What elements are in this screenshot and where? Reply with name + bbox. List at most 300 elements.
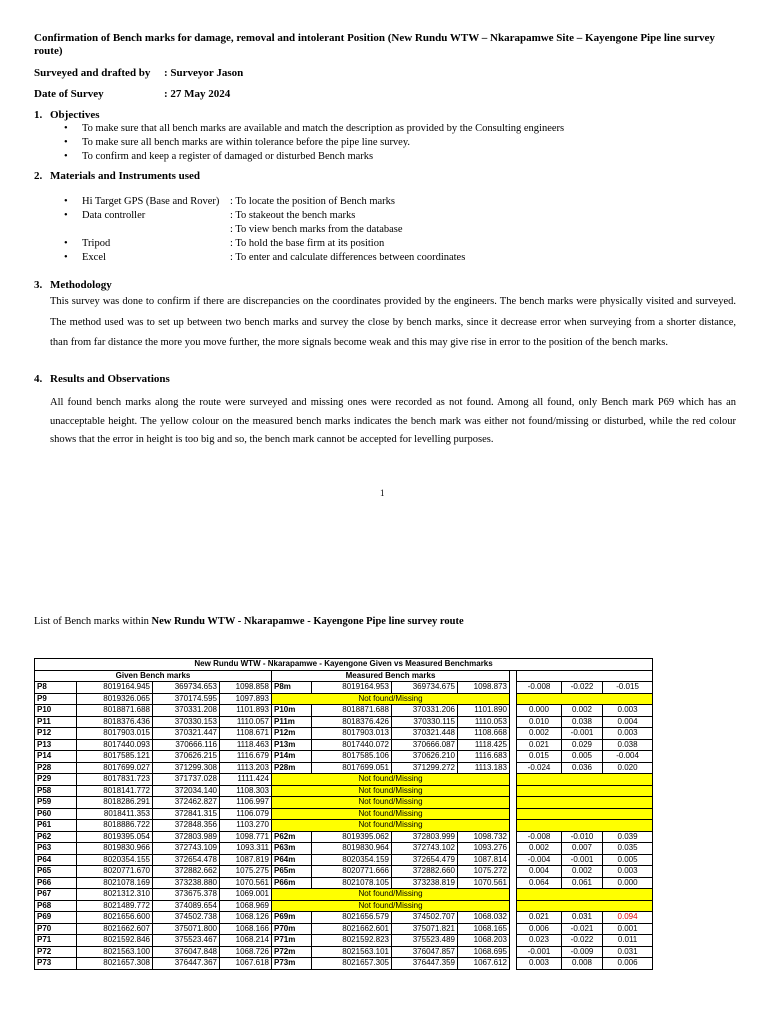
measured-id-cell: P13m [272,739,312,751]
given-x-cell: 373675.378 [153,889,220,901]
difference-cell [517,797,653,809]
diff-z-cell: 0.011 [603,935,653,947]
given-z-cell: 1108.671 [220,728,272,740]
given-z-cell: 1106.079 [220,808,272,820]
table-row [35,854,653,866]
given-y-cell: 8021563.100 [77,946,153,958]
diff-x-cell: 0.008 [562,958,603,970]
survey-date-label: Date of Survey [34,88,104,100]
missing-status-cell: Not found/Missing [272,820,510,832]
bullet-icon: • [64,123,68,134]
measured-id-cell: P12m [272,728,312,740]
spacer-cell [510,866,517,878]
given-x-cell: 370321.447 [153,728,220,740]
diff-z-cell: 0.003 [603,705,653,717]
list-item: • To confirm and keep a register of damaged or disturbed Bench marks [64,151,374,162]
measured-x-cell: 374502.707 [392,912,458,924]
measured-y-cell: 8017440.072 [312,739,392,751]
difference-cell [517,820,653,832]
measured-x-cell: 369734.675 [392,682,458,694]
given-id-cell: P62 [35,831,77,843]
missing-status-cell: Not found/Missing [272,808,510,820]
diff-x-cell: -0.021 [562,923,603,935]
measured-z-cell: 1108.668 [458,728,510,740]
given-z-cell: 1069.001 [220,889,272,901]
given-z-cell: 1116.679 [220,751,272,763]
table-row [35,797,653,809]
diff-y-cell: 0.015 [517,751,562,763]
table-row [35,820,653,832]
given-id-cell: P71 [35,935,77,947]
measured-y-cell: 8021078.105 [312,877,392,889]
table-row [35,774,653,786]
difference-cell [517,693,653,705]
diff-x-cell: -0.001 [562,854,603,866]
given-id-cell: P73 [35,958,77,970]
table-row [35,866,653,878]
spacer-cell [510,843,517,855]
table-row [35,751,653,763]
given-z-cell: 1111.424 [220,774,272,786]
spacer-cell [510,797,517,809]
diff-y-cell: 0.002 [517,843,562,855]
given-y-cell: 8021312.310 [77,889,153,901]
table-row [35,831,653,843]
section-number: 4. [34,373,43,385]
given-x-cell: 376047.848 [153,946,220,958]
given-id-cell: P65 [35,866,77,878]
missing-status-cell: Not found/Missing [272,889,510,901]
table-group-header-row [35,670,653,682]
given-y-cell: 8019326.065 [77,693,153,705]
objectives-list [64,122,564,164]
given-z-cell: 1087.819 [220,854,272,866]
measured-x-cell: 375071.821 [392,923,458,935]
given-id-cell: P12 [35,728,77,740]
diff-y-cell: 0.021 [517,912,562,924]
given-id-cell: P63 [35,843,77,855]
diff-y-cell: -0.004 [517,854,562,866]
given-z-cell: 1068.969 [220,900,272,912]
given-id-cell: P69 [35,912,77,924]
given-x-cell: 370330.153 [153,716,220,728]
given-y-cell: 8021657.308 [77,958,153,970]
given-id-cell: P60 [35,808,77,820]
given-x-cell: 372848.356 [153,820,220,832]
given-y-cell: 8017440.093 [77,739,153,751]
measured-x-cell: 371299.272 [392,762,458,774]
given-id-cell: P13 [35,739,77,751]
diff-z-cell: -0.015 [603,682,653,694]
section-number: 1. [34,109,43,121]
spacer-cell [510,705,517,717]
given-y-cell: 8021078.169 [77,877,153,889]
measured-y-cell: 8020771.666 [312,866,392,878]
measured-y-cell: 8018871.688 [312,705,392,717]
measured-x-cell: 376047.857 [392,946,458,958]
given-y-cell: 8021592.846 [77,935,153,947]
diff-z-cell: 0.094 [603,912,653,924]
section-results-heading [34,373,170,385]
table-row [35,912,653,924]
given-x-cell: 371299.308 [153,762,220,774]
given-id-cell: P10 [35,705,77,717]
measured-id-cell: P64m [272,854,312,866]
diff-z-cell: 0.038 [603,739,653,751]
diff-x-cell: 0.002 [562,705,603,717]
measured-z-cell: 1068.032 [458,912,510,924]
given-z-cell: 1106.997 [220,797,272,809]
given-z-cell: 1068.126 [220,912,272,924]
given-y-cell: 8021489.772 [77,900,153,912]
given-x-cell: 370331.208 [153,705,220,717]
diff-x-cell: 0.036 [562,762,603,774]
spacer-cell [510,912,517,924]
diff-z-cell: 0.003 [603,728,653,740]
diff-x-cell: 0.038 [562,716,603,728]
measured-z-cell: 1113.183 [458,762,510,774]
diff-y-cell: -0.024 [517,762,562,774]
measured-id-cell: P70m [272,923,312,935]
measured-id-cell: P73m [272,958,312,970]
measured-z-cell: 1070.561 [458,877,510,889]
given-y-cell: 8018141.772 [77,785,153,797]
given-z-cell: 1097.893 [220,693,272,705]
section-title: Methodology [50,279,112,291]
table-caption: List of Bench marks within New Rundu WTW - Nkarapamwe - Kayengone Pipe line survey route [34,616,464,627]
diff-x-cell: -0.022 [562,935,603,947]
given-id-cell: P68 [35,900,77,912]
given-z-cell: 1118.463 [220,739,272,751]
spacer-cell [510,831,517,843]
given-x-cell: 370626.215 [153,751,220,763]
given-id-cell: P64 [35,854,77,866]
bullet-icon: • [64,151,68,162]
measured-x-cell: 370331.206 [392,705,458,717]
given-id-cell: P9 [35,693,77,705]
diff-y-cell: 0.023 [517,935,562,947]
measured-y-cell: 8017699.051 [312,762,392,774]
measured-id-cell: P10m [272,705,312,717]
spacer-cell [510,728,517,740]
given-y-cell: 8020771.670 [77,866,153,878]
spacer-cell [510,923,517,935]
table-title: New Rundu WTW - Nkarapamwe - Kayengone Given vs Measured Benchmarks [35,659,653,671]
table-row [35,935,653,947]
given-z-cell: 1070.561 [220,877,272,889]
given-id-cell: P72 [35,946,77,958]
measured-y-cell: 8017903.013 [312,728,392,740]
diff-x-cell: 0.005 [562,751,603,763]
given-z-cell: 1068.726 [220,946,272,958]
section-methodology-heading [34,279,112,291]
results-paragraph: All found bench marks along the route were surveyed and missing ones were recorded as not found. Among all found, only Bench mark P69 which has an unacceptable height. The yellow colour on the measured bench marks indicates the bench mark was either not found/missing or disturbed, while the red colour shows that the error in height is too big and so, the bench mark cannot be accepted for levelling purposes. [50,397,736,445]
measured-x-cell: 372654.479 [392,854,458,866]
given-x-cell: 375523.467 [153,935,220,947]
difference-cell [517,774,653,786]
given-z-cell: 1108.303 [220,785,272,797]
spacer-cell [510,854,517,866]
given-y-cell: 8018886.722 [77,820,153,832]
diff-z-cell: 0.031 [603,946,653,958]
given-z-cell: 1113.203 [220,762,272,774]
spacer-cell [510,751,517,763]
section-title: Results and Observations [50,373,170,385]
missing-status-cell: Not found/Missing [272,785,510,797]
table-title-row [35,659,653,671]
missing-status-cell: Not found/Missing [272,900,510,912]
given-id-cell: P14 [35,751,77,763]
section-title: Objectives [50,109,100,121]
diff-z-cell: 0.006 [603,958,653,970]
list-item: • To make sure all bench marks are within tolerance before the pipe line survey. [64,137,411,148]
spacer-cell [510,785,517,797]
section-objectives-heading [34,109,99,121]
diff-z-cell: 0.020 [603,762,653,774]
given-id-cell: P66 [35,877,77,889]
given-y-cell: 8017699.027 [77,762,153,774]
table-row [35,728,653,740]
given-z-cell: 1098.771 [220,831,272,843]
table-row [35,877,653,889]
given-x-cell: 374089.654 [153,900,220,912]
diff-z-cell: 0.005 [603,854,653,866]
measured-z-cell: 1098.732 [458,831,510,843]
measured-x-cell: 372743.102 [392,843,458,855]
diff-x-cell: 0.029 [562,739,603,751]
measured-id-cell: P69m [272,912,312,924]
measured-id-cell: P72m [272,946,312,958]
document-page: Confirmation of Bench marks for damage, removal and intolerant Position (New Rundu WTW – Nkarapamwe Site – Kayengone Pipe line survey route) Surveyed and drafted by : Surveyor Jason Date of Survey : 27 May 2024 1. Objectives • To make sure that all bench marks are available and match the description as provided by the Consulting engineers • To make sure all bench marks are within tolerance before the pipe line survey. • To confirm and keep a register of damaged or disturbed Bench marks 2. Materials and Instruments used • Hi Target GPS (Base and Rover) : To locate the position of Bench marks • Data controller : To stakeout the bench marks : To view bench marks from the database • Tripod : To hold the base firm at its position • Excel : To enter and calculate differences between coordinates 3. Methodology This survey was done to confirm if there are discrepancies on the coordinates provided by the engineers. The bench marks were physically visited and surveyed. The method used was to set up between two bench marks and survey the close by bench marks, since it decrease error when surveying from a shorter distance, than from far distance the more you move further, the more signals become weak and this may give rise in error to the position of the bench marks. 4. Results and Observations All found bench marks along the route were surveyed and missing ones were recorded as not found. Among all found, only Bench mark P69 which has an unacceptable height. The yellow colour on the measured bench marks indicates the bench mark was either not found/missing or disturbed, while the red colour shows that the error in height is too big and so, the bench mark cannot be accepted for levelling purposes. 1 List of Bench marks within New Rundu WTW - Nkarapamwe - Kayengone Pipe line survey route New Rundu WTW - Nkarapamwe - Kayengone Given vs Measured Benchmarks Given Bench marks Measured Bench marks P8 8019164.945 369734.653 1098.858 P8m 8019164.953 369734.675 1098.873 -0.008 -0.022 -0.015 P9 8019326.065 370174.595 1097.893 Not found/Missing P10 8018871.688 370331.208 1101.893 P10m 8018871.688 370331.206 1101.890 0.000 0.002 0.003 P11 8018376.436 370330.153 1110.057 P11m 8018376.426 370330.115 1110.053 0.010 0.038 0.004 P12 8017903.015 370321.447 1108.671 P12m 8017903.013 370321.448 1108.668 0.002 -0.001 0.003 P13 8017440.093 370666.116 1118.463 P13m 8017440.072 370666.087 1118.425 0.021 0.029 0.038 P14 8017585.121 370626.215 1116.679 P14m 8017585.106 370626.210 1116.683 0.015 0.005 -0.004 P28 8017699.027 371299.308 1113.203 P28m 8017699.051 371299.272 1113.183 -0.024 0.036 0.020 P29 8017831.723 371737.028 1111.424 Not found/Missing P58 8018141.772 372034.140 1108.303 Not found/Missing P59 8018286.291 372462.827 1106.997 Not found/Missing P60 8018411.353 372841.315 1106.079 Not found/Missing P61 8018886.722 372848.356 1103.270 Not found/Missing P62 8019395.054 372803.989 1098.771 P62m 8019395.062 372803.999 1098.732 -0.008 -0.010 0.039 P63 8019830.966 372743.109 1093.311 P63m 8019830.964 372743.102 1093.276 0.002 0.007 0.035 P64 8020354.155 372654.478 1087.819 P64m 8020354.159 372654.479 1087.814 -0.004 -0.001 0.005 P65 8020771.670 372882.662 1075.275 P65m 8020771.666 372882.660 1075.272 0.004 0.002 0.003 P66 8021078.169 373238.880 1070.561 P66m 8021078.105 373238.819 1070.561 0.064 0.061 0.000 P67 8021312.310 373675.378 1069.001 Not found/Missing P68 8021489.772 374089.654 1068.969 Not found/Missing P69 8021656.600 374502.738 1068.126 P69m 8021656.579 374502.707 1068.032 0.021 0.031 0.094 P70 8021662.607 375071.800 1068.166 P70m 8021662.601 375071.821 1068.165 0.006 -0.021 0.001 P71 8021592.846 375523.467 1068.214 P71m 8021592.823 375523.489 1068.203 0.023 -0.022 0.011 P72 8021563.100 376047.848 1068.726 P72m 8021563.101 376047.857 1068.695 -0.001 -0.009 0.031 P73 8021657.308 376447.367 1067.618 P73m 8021657.305 376447.359 1067.612 0.003 0.008 0.006 [0,0,768,1024]
diff-y-cell: 0.021 [517,739,562,751]
measured-y-cell: 8021657.305 [312,958,392,970]
measured-z-cell: 1098.873 [458,682,510,694]
diff-y-cell: -0.001 [517,946,562,958]
measured-x-cell: 370321.448 [392,728,458,740]
measured-x-cell: 370666.087 [392,739,458,751]
section-materials-heading [34,170,200,182]
given-y-cell: 8017831.723 [77,774,153,786]
measured-header: Measured Bench marks [272,670,510,682]
measured-id-cell: P71m [272,935,312,947]
page-number: 1 [380,488,385,498]
given-id-cell: P67 [35,889,77,901]
given-z-cell: 1067.618 [220,958,272,970]
measured-id-cell: P66m [272,877,312,889]
diff-y-cell: 0.064 [517,877,562,889]
given-z-cell: 1101.893 [220,705,272,717]
given-y-cell: 8017903.015 [77,728,153,740]
given-id-cell: P29 [35,774,77,786]
spacer-cell [510,716,517,728]
diff-z-cell: 0.000 [603,877,653,889]
diff-y-cell: 0.010 [517,716,562,728]
given-z-cell: 1103.270 [220,820,272,832]
measured-z-cell: 1118.425 [458,739,510,751]
measured-y-cell: 8019164.953 [312,682,392,694]
spacer-cell [510,820,517,832]
diff-x-cell: 0.031 [562,912,603,924]
section-title: Materials and Instruments used [50,170,201,182]
measured-y-cell: 8021656.579 [312,912,392,924]
diff-y-cell: -0.008 [517,682,562,694]
table-row [35,716,653,728]
diff-z-cell: 0.039 [603,831,653,843]
given-y-cell: 8019395.054 [77,831,153,843]
diff-y-cell: 0.002 [517,728,562,740]
given-header: Given Bench marks [35,670,272,682]
given-y-cell: 8021656.600 [77,912,153,924]
diff-z-cell: 0.004 [603,716,653,728]
difference-cell [517,900,653,912]
spacer-cell [510,693,517,705]
list-item: • To make sure that all bench marks are available and match the description as provided by the Consulting engineers [64,123,565,134]
difference-cell [517,808,653,820]
given-x-cell: 376447.367 [153,958,220,970]
spacer-cell [510,739,517,751]
diff-x-cell: -0.001 [562,728,603,740]
measured-id-cell: P11m [272,716,312,728]
spacer-cell [510,682,517,694]
missing-status-cell: Not found/Missing [272,774,510,786]
given-y-cell: 8018286.291 [77,797,153,809]
table-row [35,923,653,935]
diff-z-cell: -0.004 [603,751,653,763]
diff-x-cell: -0.022 [562,682,603,694]
given-x-cell: 375071.800 [153,923,220,935]
section-number: 3. [34,279,43,291]
surveyed-by-value: : Surveyor Jason [164,67,244,79]
missing-status-cell: Not found/Missing [272,797,510,809]
table-row [35,843,653,855]
measured-x-cell: 375523.489 [392,935,458,947]
given-id-cell: P70 [35,923,77,935]
table-row [35,785,653,797]
spacer-cell [510,935,517,947]
missing-status-cell: Not found/Missing [272,693,510,705]
given-x-cell: 371737.028 [153,774,220,786]
table-row [35,693,653,705]
measured-id-cell: P62m [272,831,312,843]
spacer-cell [510,889,517,901]
given-y-cell: 8020354.155 [77,854,153,866]
given-x-cell: 372654.478 [153,854,220,866]
table-row [35,808,653,820]
given-id-cell: P28 [35,762,77,774]
survey-date-value: : 27 May 2024 [164,88,231,100]
given-id-cell: P8 [35,682,77,694]
measured-z-cell: 1068.695 [458,946,510,958]
diff-z-cell: 0.035 [603,843,653,855]
given-z-cell: 1075.275 [220,866,272,878]
given-z-cell: 1098.858 [220,682,272,694]
given-y-cell: 8017585.121 [77,751,153,763]
given-id-cell: P58 [35,785,77,797]
difference-cell [517,785,653,797]
difference-cell [517,889,653,901]
measured-x-cell: 373238.819 [392,877,458,889]
table-row [35,762,653,774]
surveyed-by-label: Surveyed and drafted by [34,67,151,79]
document-title: Confirmation of Bench marks for damage, removal and intolerant Position (New Rundu WTW – Nkarapamwe Site – Kayengone Pipe line survey route) [34,32,715,57]
given-y-cell: 8018411.353 [77,808,153,820]
measured-id-cell: P8m [272,682,312,694]
diff-x-cell: -0.009 [562,946,603,958]
spacer-cell [510,946,517,958]
diff-y-cell: 0.006 [517,923,562,935]
measured-id-cell: P65m [272,866,312,878]
diff-y-cell: 0.000 [517,705,562,717]
table-row [35,682,653,694]
given-z-cell: 1068.214 [220,935,272,947]
given-x-cell: 372882.662 [153,866,220,878]
given-x-cell: 373238.880 [153,877,220,889]
section-number: 2. [34,170,43,182]
measured-y-cell: 8018376.426 [312,716,392,728]
measured-id-cell: P63m [272,843,312,855]
given-y-cell: 8018871.688 [77,705,153,717]
measured-id-cell: P28m [272,762,312,774]
spacer-cell [510,958,517,970]
diff-z-cell: 0.001 [603,923,653,935]
given-y-cell: 8019164.945 [77,682,153,694]
bullet-icon: • [64,137,68,148]
benchmarks-table [34,658,653,970]
given-id-cell: P11 [35,716,77,728]
measured-x-cell: 372882.660 [392,866,458,878]
diff-x-cell: 0.061 [562,877,603,889]
measured-x-cell: 372803.999 [392,831,458,843]
measured-y-cell: 8019395.062 [312,831,392,843]
measured-y-cell: 8020354.159 [312,854,392,866]
given-x-cell: 369734.653 [153,682,220,694]
given-y-cell: 8019830.966 [77,843,153,855]
measured-z-cell: 1101.890 [458,705,510,717]
given-x-cell: 374502.738 [153,912,220,924]
measured-y-cell: 8017585.106 [312,751,392,763]
diff-x-cell: -0.010 [562,831,603,843]
measured-y-cell: 8021592.823 [312,935,392,947]
given-x-cell: 370174.595 [153,693,220,705]
table-row [35,946,653,958]
measured-y-cell: 8019830.964 [312,843,392,855]
given-x-cell: 372462.827 [153,797,220,809]
diff-y-cell: 0.004 [517,866,562,878]
measured-z-cell: 1068.203 [458,935,510,947]
table-row [35,900,653,912]
diff-x-cell: 0.007 [562,843,603,855]
measured-z-cell: 1068.165 [458,923,510,935]
measured-z-cell: 1093.276 [458,843,510,855]
given-x-cell: 372841.315 [153,808,220,820]
measured-y-cell: 8021563.101 [312,946,392,958]
table-row [35,705,653,717]
given-y-cell: 8018376.436 [77,716,153,728]
given-x-cell: 370666.116 [153,739,220,751]
measured-z-cell: 1067.612 [458,958,510,970]
measured-z-cell: 1087.814 [458,854,510,866]
given-id-cell: P61 [35,820,77,832]
diff-x-cell: 0.002 [562,866,603,878]
measured-id-cell: P14m [272,751,312,763]
given-z-cell: 1110.057 [220,716,272,728]
measured-y-cell: 8021662.601 [312,923,392,935]
diff-y-cell: -0.008 [517,831,562,843]
measured-x-cell: 370626.210 [392,751,458,763]
table-row [35,958,653,970]
measured-z-cell: 1075.272 [458,866,510,878]
measured-z-cell: 1116.683 [458,751,510,763]
